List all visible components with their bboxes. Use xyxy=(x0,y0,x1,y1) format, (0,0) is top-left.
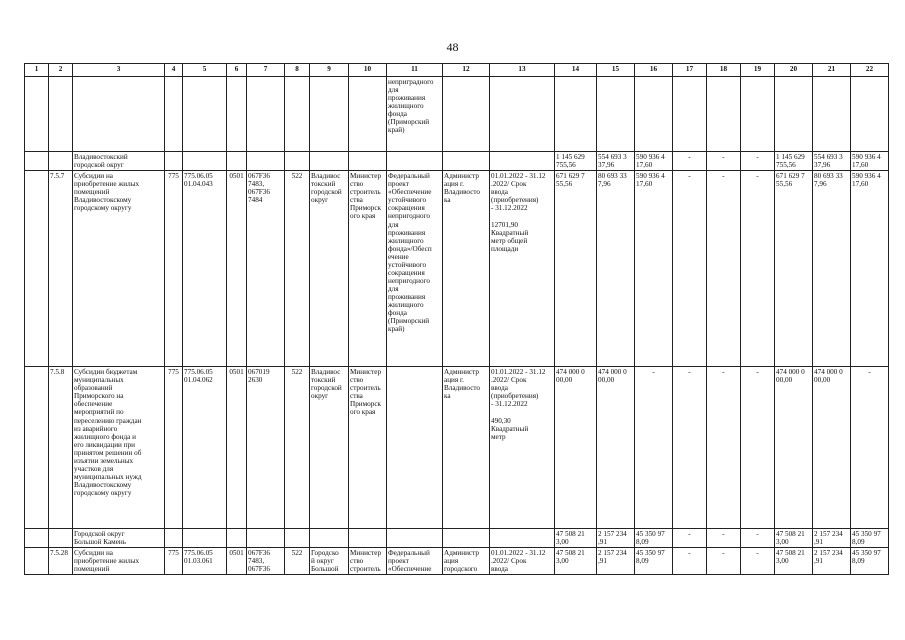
column-header: 11 xyxy=(387,64,443,77)
column-header: 9 xyxy=(310,64,349,77)
table-cell: - xyxy=(707,152,741,171)
table-cell xyxy=(165,152,183,171)
column-header: 5 xyxy=(183,64,227,77)
table-cell: 45 350 97 8,09 xyxy=(635,548,673,575)
column-header: 18 xyxy=(707,64,741,77)
table-cell xyxy=(285,152,310,171)
table-cell: 590 936 4 17,60 xyxy=(851,171,889,367)
column-header: 4 xyxy=(165,64,183,77)
table-cell: - xyxy=(673,367,707,529)
table-cell xyxy=(227,152,247,171)
table-cell: - xyxy=(673,152,707,171)
table-cell: 775 xyxy=(165,548,183,575)
table-cell: 80 693 33 7,96 xyxy=(813,171,851,367)
table-cell xyxy=(247,529,285,548)
table-cell: 2 157 234 ,91 xyxy=(813,548,851,575)
table-cell: 45 350 97 8,09 xyxy=(851,548,889,575)
table-cell: Субсидии на приобретение жилых помещений xyxy=(73,548,165,575)
table-cell xyxy=(227,529,247,548)
table-cell: Министер ство строитель xyxy=(349,548,387,575)
table-cell: - xyxy=(707,171,741,367)
table-row xyxy=(25,367,889,529)
table-cell: Федеральный проект «Обеспечение устойчивого сокращения непригодного для проживания жилищного фонда»/Обесп ечение устойчивого сокращения непригодного для проживания жилищного фонда (Приморский край) xyxy=(387,171,443,367)
column-header: 14 xyxy=(555,64,597,77)
table-cell: Администр ация г. Владивосто ка xyxy=(443,367,490,529)
table-cell: - xyxy=(673,548,707,575)
table-cell: Городско й округ Большой xyxy=(310,548,349,575)
table-cell xyxy=(25,529,49,548)
table-cell: 474 000 0 00,00 xyxy=(775,367,813,529)
table-cell xyxy=(25,77,49,152)
table-cell xyxy=(443,152,490,171)
table-cell xyxy=(73,77,165,152)
table-cell: - xyxy=(741,548,775,575)
table-cell xyxy=(49,77,73,152)
table-cell: 554 693 3 37,96 xyxy=(597,152,635,171)
table-cell xyxy=(635,77,673,152)
table-cell: неприградного для проживания жилищного фонда (Приморский край) xyxy=(387,77,443,152)
table-cell: 590 936 4 17,60 xyxy=(635,171,673,367)
column-header: 12 xyxy=(443,64,490,77)
table-cell xyxy=(25,367,49,529)
table-cell: 0501 xyxy=(227,171,247,367)
column-header: 22 xyxy=(851,64,889,77)
column-header: 15 xyxy=(597,64,635,77)
table-cell: 474 000 0 00,00 xyxy=(555,367,597,529)
table-cell xyxy=(310,529,349,548)
table-cell: Владивос токский городской округ xyxy=(310,171,349,367)
header-row xyxy=(25,64,889,77)
column-header: 2 xyxy=(49,64,73,77)
table-cell: - xyxy=(741,529,775,548)
table-cell xyxy=(851,77,889,152)
table-cell: 45 350 97 8,09 xyxy=(635,529,673,548)
table-cell xyxy=(310,152,349,171)
table-cell xyxy=(49,529,73,548)
table-cell: 474 000 0 00,00 xyxy=(813,367,851,529)
table-cell: - xyxy=(851,367,889,529)
column-header: 16 xyxy=(635,64,673,77)
table-cell xyxy=(183,152,227,171)
table-cell: - xyxy=(741,171,775,367)
table-cell xyxy=(387,152,443,171)
table-cell: 067F36 7483, 067F36 xyxy=(247,548,285,575)
table-cell xyxy=(310,77,349,152)
table-cell xyxy=(165,529,183,548)
table-cell: 2 157 234 ,91 xyxy=(597,548,635,575)
table-cell: Владивос токский городской округ xyxy=(310,367,349,529)
table-cell xyxy=(597,77,635,152)
table-cell xyxy=(285,77,310,152)
table-cell: 522 xyxy=(285,171,310,367)
table-cell xyxy=(247,77,285,152)
table-cell: 0501 xyxy=(227,548,247,575)
table-cell: 1 145 629 755,56 xyxy=(775,152,813,171)
table-cell xyxy=(349,152,387,171)
table-cell: Администр ация г. Владивосто ка xyxy=(443,171,490,367)
column-header: 7 xyxy=(247,64,285,77)
table-cell xyxy=(49,152,73,171)
table-cell: - xyxy=(741,367,775,529)
table-cell: 01.01.2022 - 31.12 .2022/ Срок ввода (приобретения) - 31.12.2022 12701,90 Квадратный метр общей площади xyxy=(490,171,555,367)
column-header: 20 xyxy=(775,64,813,77)
table-cell: 067019 2630 xyxy=(247,367,285,529)
table-cell xyxy=(775,77,813,152)
table-cell: - xyxy=(741,152,775,171)
table-cell: - xyxy=(635,367,673,529)
column-header: 3 xyxy=(73,64,165,77)
column-header: 13 xyxy=(490,64,555,77)
table-cell: 1 145 629 755,56 xyxy=(555,152,597,171)
table-cell: Федеральный проект «Обеспечение xyxy=(387,548,443,575)
table-cell: - xyxy=(707,548,741,575)
table-cell xyxy=(349,77,387,152)
table-cell: - xyxy=(673,171,707,367)
table-cell: Министер ство строитель ства Приморск ого края xyxy=(349,367,387,529)
table-cell xyxy=(490,529,555,548)
table-cell: 522 xyxy=(285,367,310,529)
table-cell: 590 936 4 17,60 xyxy=(851,152,889,171)
table-row xyxy=(25,152,889,171)
table-cell: 47 508 21 3,00 xyxy=(555,548,597,575)
table-cell: 47 508 21 3,00 xyxy=(775,529,813,548)
table-cell xyxy=(813,77,851,152)
table-cell: Субсидии бюджетам муниципальных образований Приморского на обеспечение мероприятий по переселению граждан из аварийного жилищного фонда и его ликвидации при принятом решении об изъятии земельных участков для муниципальных нужд Владивостокскому городскому округу xyxy=(73,367,165,529)
table-cell xyxy=(707,77,741,152)
table-cell: 2 157 234 ,91 xyxy=(813,529,851,548)
table-cell xyxy=(490,152,555,171)
table-cell: 554 693 3 37,96 xyxy=(813,152,851,171)
table-cell xyxy=(349,529,387,548)
table-cell: 7.5.28 xyxy=(49,548,73,575)
table-cell: 474 000 0 00,00 xyxy=(597,367,635,529)
table-cell: - xyxy=(707,529,741,548)
table-cell: 775 xyxy=(165,367,183,529)
table-cell: 80 693 33 7,96 xyxy=(597,171,635,367)
table-cell: 7.5.8 xyxy=(49,367,73,529)
table-cell xyxy=(741,77,775,152)
table-cell: 590 936 4 17,60 xyxy=(635,152,673,171)
table-cell: 47 508 21 3,00 xyxy=(775,548,813,575)
table-cell xyxy=(247,152,285,171)
table-cell xyxy=(387,529,443,548)
column-header: 6 xyxy=(227,64,247,77)
table-cell: 067F36 7483, 067F36 7484 xyxy=(247,171,285,367)
column-header: 8 xyxy=(285,64,310,77)
page-number: 48 xyxy=(446,40,459,54)
table-cell: Городской округ Большой Камень xyxy=(73,529,165,548)
table-cell xyxy=(183,529,227,548)
column-header: 1 xyxy=(25,64,49,77)
table-cell xyxy=(555,77,597,152)
table-cell: 775 xyxy=(165,171,183,367)
table-cell: 47 508 21 3,00 xyxy=(555,529,597,548)
table-cell xyxy=(165,77,183,152)
table-cell: 01.01.2022 - 31.12 .2022/ Срок ввода xyxy=(490,548,555,575)
table-cell xyxy=(673,77,707,152)
table-row xyxy=(25,77,889,152)
table-cell: 671 629 7 55,56 xyxy=(775,171,813,367)
column-header: 21 xyxy=(813,64,851,77)
table-cell: Субсидии на приобретение жилых помещений Владивостокскому городскому округу xyxy=(73,171,165,367)
table-cell: 522 xyxy=(285,548,310,575)
table-row xyxy=(25,548,889,575)
budget-table xyxy=(24,63,889,575)
table-cell: 775.06.05 01.03.061 xyxy=(183,548,227,575)
table-cell: 7.5.7 xyxy=(49,171,73,367)
column-header: 19 xyxy=(741,64,775,77)
table-cell: - xyxy=(707,367,741,529)
table-cell: 775.06.05 01.04.043 xyxy=(183,171,227,367)
table-cell xyxy=(25,171,49,367)
table-row xyxy=(25,529,889,548)
table-cell xyxy=(443,77,490,152)
column-header: 10 xyxy=(349,64,387,77)
table-cell: Владивостокский городской округ xyxy=(73,152,165,171)
table-cell xyxy=(227,77,247,152)
table-cell xyxy=(490,77,555,152)
column-header: 17 xyxy=(673,64,707,77)
table-cell: 0501 xyxy=(227,367,247,529)
table-cell xyxy=(183,77,227,152)
table-cell: Администр ация городского xyxy=(443,548,490,575)
table-cell: Министер ство строитель ства Приморск ого края xyxy=(349,171,387,367)
table-cell: 671 629 7 55,56 xyxy=(555,171,597,367)
table-cell xyxy=(387,367,443,529)
table-cell: 01.01.2022 - 31.12 .2022/ Срок ввода (приобретения) - 31.12.2022 490,30 Квадратный метр xyxy=(490,367,555,529)
table-cell: 45 350 97 8,09 xyxy=(851,529,889,548)
table-cell: - xyxy=(673,529,707,548)
table-row xyxy=(25,171,889,367)
table-cell xyxy=(285,529,310,548)
table-cell xyxy=(443,529,490,548)
table-cell xyxy=(25,152,49,171)
table-cell: 2 157 234 ,91 xyxy=(597,529,635,548)
table-cell xyxy=(25,548,49,575)
table-cell: 775.06.05 01.04.062 xyxy=(183,367,227,529)
